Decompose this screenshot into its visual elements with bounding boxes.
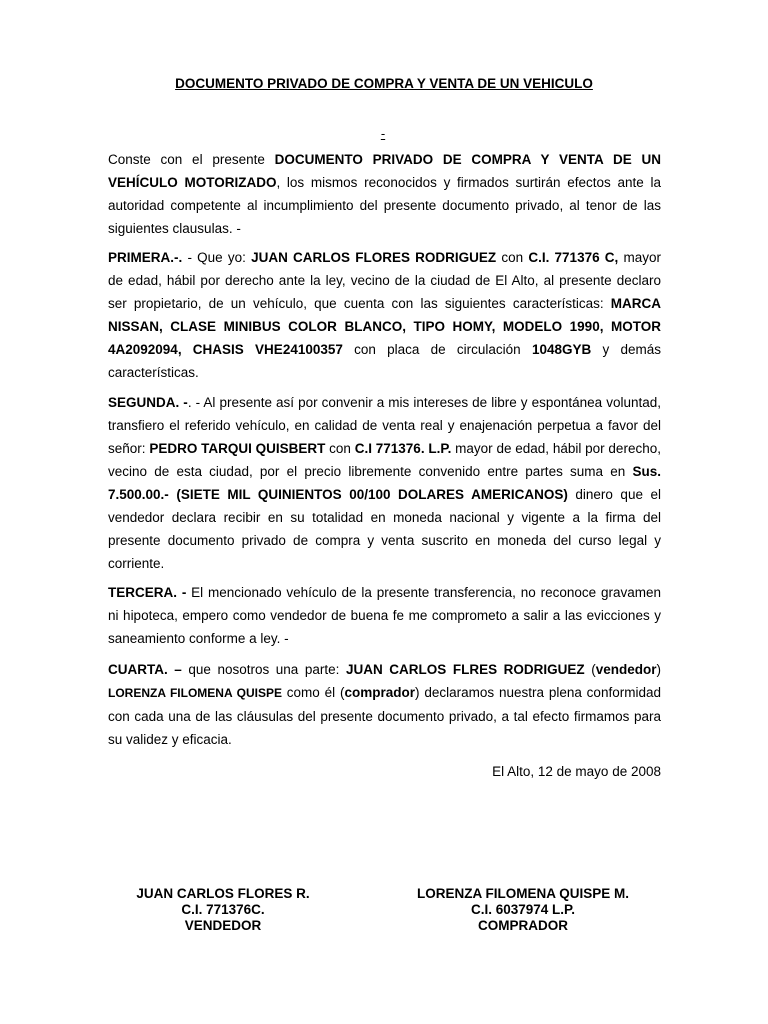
clause-segunda-text-1: . - Al presente así por convenir a mis intereses de libre y espontánea voluntad, transfiero el referido vehículo, en calidad de venta real y enajenación perpetua a favor del señor: [108, 395, 661, 456]
clause-cuarta-label: CUARTA. – [108, 662, 182, 677]
seller-name: JUAN CARLOS FLORES RODRIGUEZ [251, 250, 497, 265]
seller-signature-role: VENDEDOR [184, 918, 262, 933]
clause-primera-text-3: mayor de edad, hábil por derecho ante la ley, vecino de la ciudad de El Alto, al presente declaro ser propietario, de un vehículo, que cuenta con las siguientes características: [108, 250, 662, 311]
document-title: DOCUMENTO PRIVADO DE COMPRA Y VENTA DE UN VEHICULO [175, 76, 593, 91]
seller-role-cuarta: vendedor [595, 662, 657, 677]
clause-primera-text-2: con [496, 250, 529, 265]
intro-text-2: , los mismos reconocidos y firmados surtirán efectos ante la autoridad competente al incumplimiento del presente documento privado, al tenor de las siguientes clausulas. - [108, 175, 661, 236]
buyer-signature-ci: C.I. 6037974 L.P. [470, 902, 576, 917]
clause-cuarta-text-3: ) [656, 662, 661, 677]
clause-primera-label: PRIMERA.-. [108, 250, 183, 265]
clause-primera-text-5: y demás características. [108, 342, 661, 380]
seller-ci: C.I. 771376 C, [528, 250, 619, 265]
buyer-ci: C.I 771376. L.P. [354, 441, 452, 456]
clause-segunda-text-3: mayor de edad, hábil por derecho, vecino de esta ciudad, por el precio libremente convenido entre partes suma en [108, 441, 661, 479]
buyer-role-cuarta: comprador [344, 685, 415, 700]
clause-tercera [108, 581, 661, 650]
document-date: El Alto, 12 de mayo de 2008 [492, 764, 661, 779]
seller-signature-block [108, 886, 338, 934]
clause-cuarta-text-1: que nosotros una parte: [181, 662, 346, 677]
clause-cuarta-text-2: ( [584, 662, 596, 677]
seller-name-cuarta: JUAN CARLOS FLRES RODRIGUEZ [345, 662, 585, 677]
clause-primera-text-4: con placa de circulación [342, 342, 532, 357]
seller-signature-name: JUAN CARLOS FLORES R. [136, 886, 310, 901]
license-plate: 1048GYB [531, 342, 592, 357]
intro-paragraph [108, 148, 661, 240]
clause-tercera-text-1: El mencionado vehículo de la presente transferencia, no reconoce gravamen ni hipoteca, empero como vendedor de buena fe me comprometo a salir a las evicciones y saneamiento conforme a ley. - [108, 585, 662, 646]
clause-segunda-text-2: con [325, 441, 355, 456]
clause-segunda [108, 391, 684, 575]
buyer-signature-role: COMPRADOR [478, 918, 568, 933]
clause-cuarta-text-4: como él ( [281, 685, 345, 700]
clause-tercera-label: TERCERA. - [108, 585, 187, 600]
intro-text-1: Conste con el presente [108, 152, 275, 167]
buyer-signature-block [394, 886, 652, 934]
clause-cuarta-text-5: ) declaramos nuestra plena conformidad con cada una de las cláusulas del presente documento privado, a tal efecto firmamos para su validez y eficacia. [108, 685, 661, 747]
clause-segunda-label: SEGUNDA. - [108, 395, 188, 410]
clause-cuarta [108, 658, 661, 751]
title-separator: - [380, 126, 386, 141]
seller-signature-ci: C.I. 771376C. [181, 902, 265, 917]
buyer-signature-name: LORENZA FILOMENA QUISPE M. [417, 886, 629, 901]
clause-primera [108, 246, 661, 384]
intro-bold-1: DOCUMENTO PRIVADO DE COMPRA Y VENTA DE UN VEHÍCULO MOTORIZADO [108, 152, 661, 190]
sale-price: Sus. 7.500.00.- (SIETE MIL QUINIENTOS 00/100 DOLARES AMERICANOS) [108, 464, 684, 502]
vehicle-details: MARCA NISSAN, CLASE MINIBUS COLOR BLANCO, TIPO HOMY, MODELO 1990, MOTOR 4A2092094, CHASIS VHE24100357 [108, 296, 661, 357]
clause-primera-text-1: - Que yo: [182, 250, 252, 265]
clause-segunda-text-4: dinero que el vendedor declara recibir en su totalidad en moneda nacional y vigente a la firma del presente documento privado de compra y venta suscrito en moneda del curso legal y corriente. [108, 487, 661, 571]
buyer-name-cuarta: LORENZA FILOMENA QUISPE [108, 686, 282, 700]
buyer-name: PEDRO TARQUI QUISBERT [149, 441, 326, 456]
